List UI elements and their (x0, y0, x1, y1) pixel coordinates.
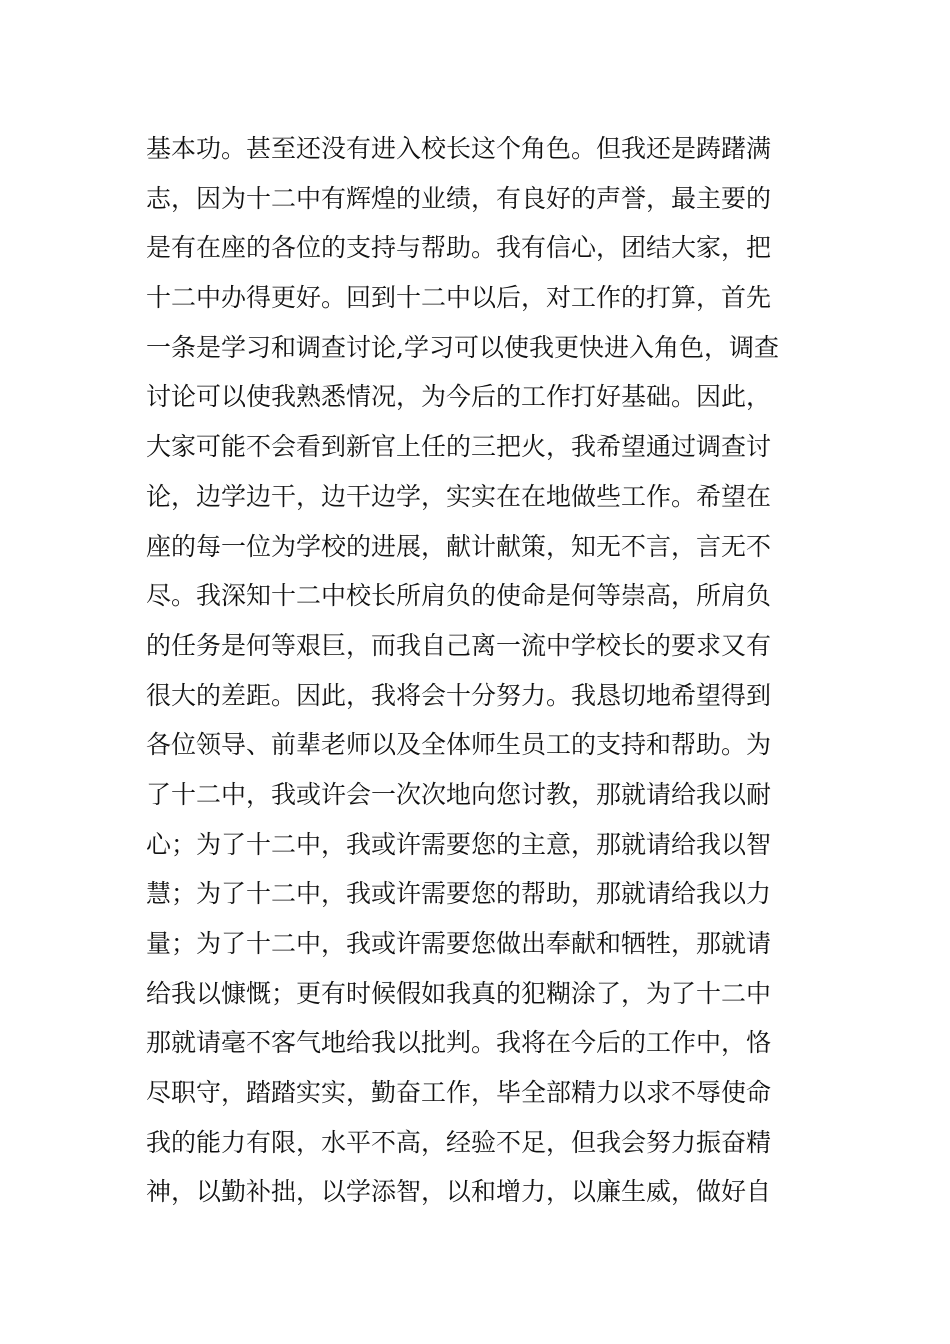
text-line: 尽职守，踏踏实实，勤奋工作，毕全部精力以求不辱使命 (146, 1078, 772, 1108)
text-line: 慧；为了十二中，我或许需要您的帮助，那就请给我以力 (146, 879, 772, 909)
text-line: 我的能力有限，水平不高，经验不足，但我会努力振奋精 (146, 1127, 772, 1157)
text-line: 的任务是何等艰巨，而我自己离一流中学校长的要求又有 (146, 630, 772, 660)
text-line: 志，因为十二中有辉煌的业绩，有良好的声誉，最主要的 (146, 183, 772, 213)
text-line: 各位领导、前辈老师以及全体师生员工的支持和帮助。为 (146, 730, 772, 760)
text-line: 量；为了十二中，我或许需要您做出奉献和牺牲，那就请 (146, 929, 772, 958)
text-line: 大家可能不会看到新官上任的三把火，我希望通过调查讨 (146, 432, 772, 462)
text-line: 尽。我深知十二中校长所肩负的使命是何等崇高，所肩负 (146, 581, 772, 611)
text-line: 一条是学习和调查讨论,学习可以使我更快进入角色，调查 (146, 332, 779, 362)
text-line: 座的每一位为学校的进展，献计献策，知无不言，言无不 (146, 531, 772, 561)
text-line: 论，边学边干，边干边学，实实在在地做些工作。希望在 (146, 481, 772, 511)
text-line: 很大的差距。因此，我将会十分努力。我恳切地希望得到 (146, 680, 772, 710)
text-line: 心；为了十二中，我或许需要您的主意，那就请给我以智 (146, 829, 772, 859)
text-line: 十二中办得更好。回到十二中以后，对工作的打算，首先 (146, 283, 772, 313)
text-line: 基本功。甚至还没有进入校长这个角色。但我还是踌躇满 (146, 134, 772, 163)
body-paragraph (146, 124, 826, 1217)
text-line: 是有在座的各位的支持与帮助。我有信心，团结大家，把 (146, 233, 772, 263)
text-line: 给我以慷慨；更有时候假如我真的犯糊涂了，为了十二中 (146, 978, 772, 1008)
text-line: 那就请毫不客气地给我以批判。我将在今后的工作中，恪 (146, 1028, 772, 1058)
text-line: 讨论可以使我熟悉情况，为今后的工作打好基础。因此， (146, 382, 772, 412)
text-line: 神，以勤补拙，以学添智，以和增力，以廉生威，做好自 (146, 1177, 772, 1207)
text-line: 了十二中，我或许会一次次地向您讨教，那就请给我以耐 (146, 779, 772, 809)
